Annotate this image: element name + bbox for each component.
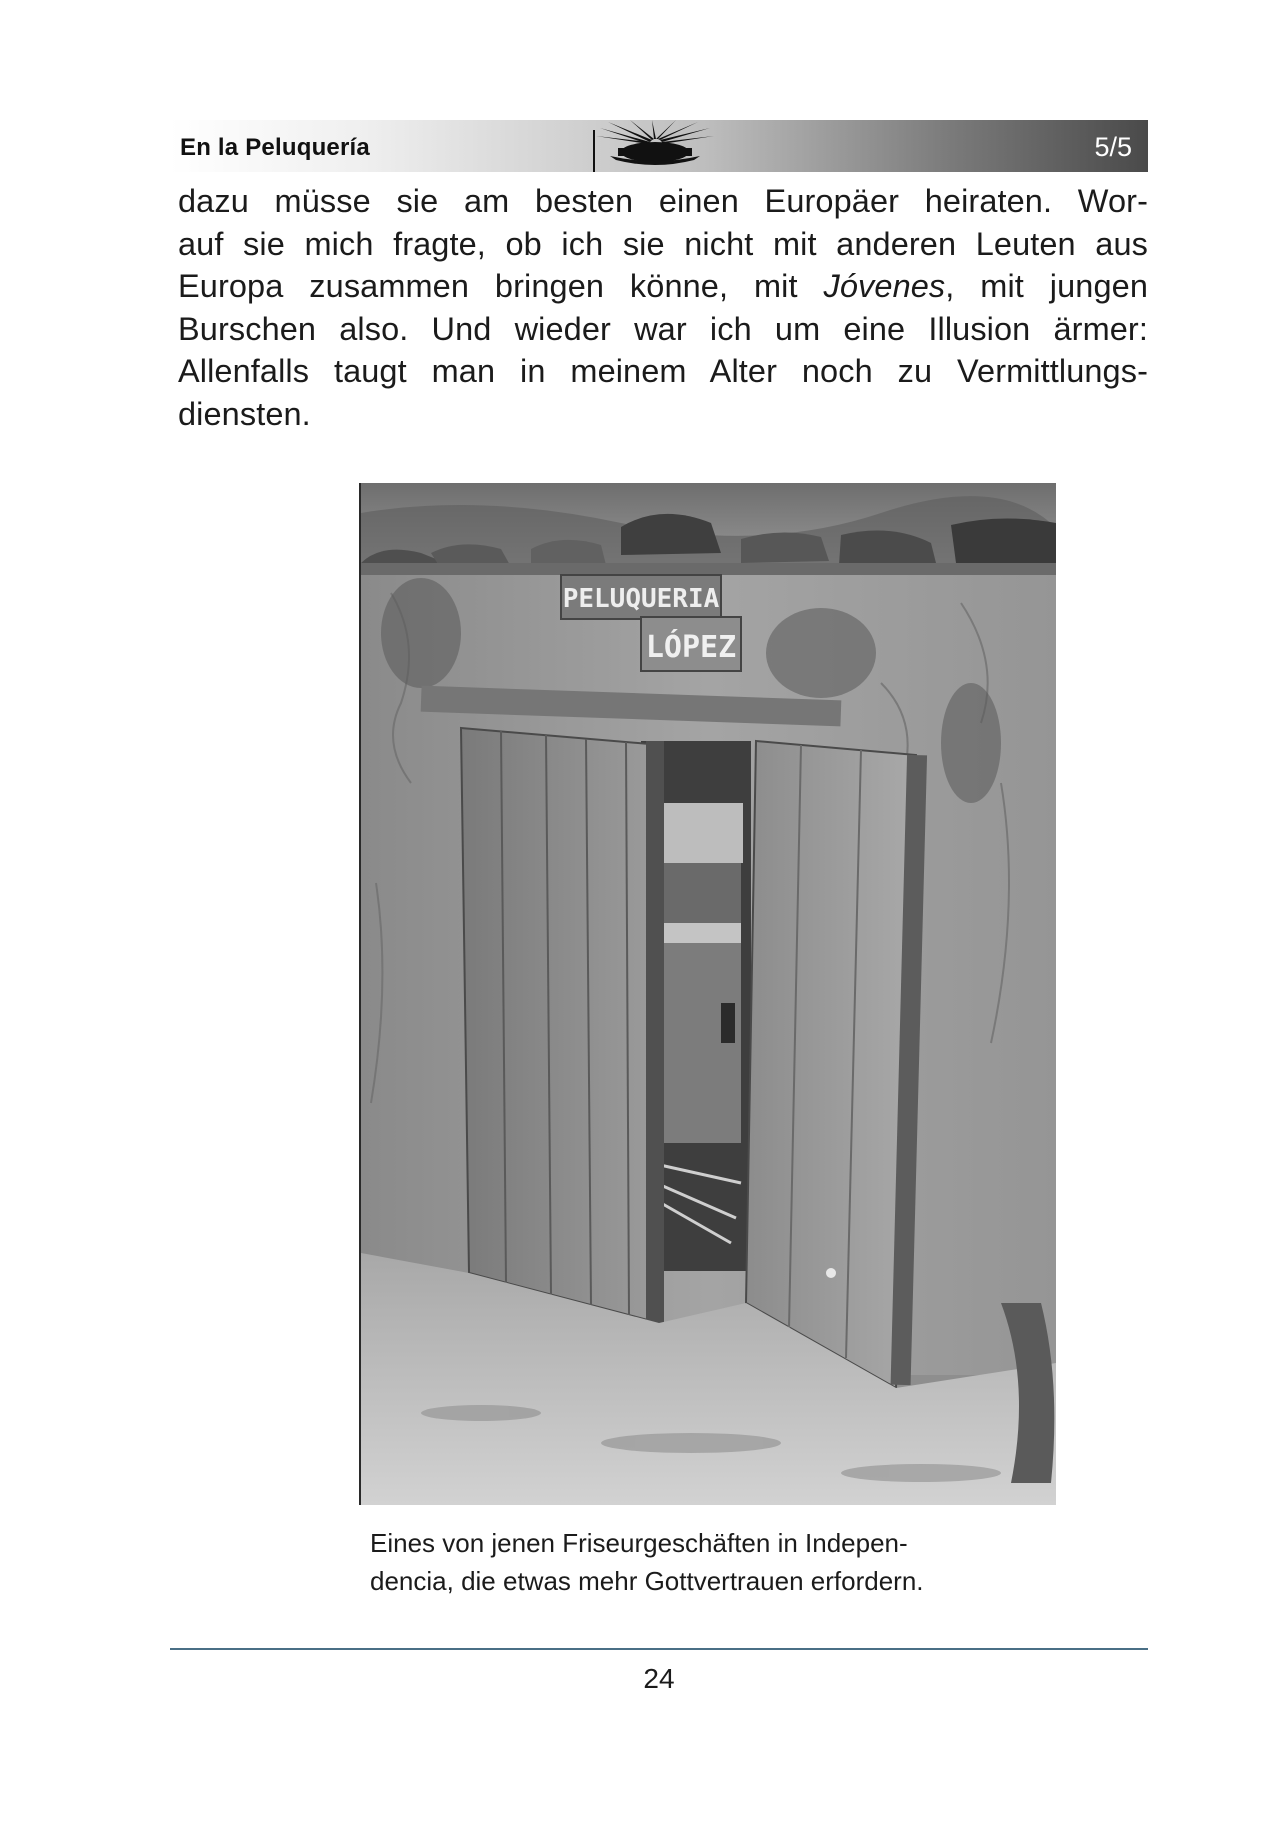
body-line-5: Allenfalls taugt man in meinem Alter noch zu Vermittlungs-: [178, 353, 1148, 389]
sign-text-lopez: LÓPEZ: [645, 630, 737, 665]
body-line-6: diensten.: [178, 395, 311, 432]
body-line-3: [178, 265, 1148, 308]
barbershop-door-photo: [359, 483, 1056, 1505]
body-line-3-after: , mit jungen: [945, 268, 1148, 304]
photo-caption: [370, 1524, 1060, 1600]
body-line-1: dazu müsse sie am besten einen Europäer heiraten. Wor-: [178, 183, 1148, 219]
sunrise-logo-icon: [590, 120, 720, 172]
body-paragraph: [178, 180, 1148, 435]
body-line-3-before: Europa zusammen bringen könne, mit: [178, 268, 824, 304]
page-number: 24: [643, 1663, 675, 1694]
running-header: [170, 120, 1148, 172]
footer-rule: [170, 1648, 1148, 1650]
italic-term: Jóvenes: [823, 268, 946, 304]
body-line-2: auf sie mich fragte, ob ich sie nicht mit anderen Leuten aus: [178, 225, 1148, 262]
caption-line-2: dencia, die etwas mehr Gottvertrauen erfordern.: [370, 1566, 924, 1596]
header-page-indicator: 5/5: [1094, 132, 1132, 162]
body-line-4: Burschen also. Und wieder war ich um eine Illusion ärmer:: [178, 310, 1148, 347]
sign-text-peluqueria: PELUQUERIA: [562, 584, 720, 614]
header-title: En la Peluquería: [180, 134, 370, 161]
photo-illustration: [361, 483, 1056, 1505]
caption-line-1: Eines von jenen Friseurgeschäften in Indepen-: [370, 1528, 908, 1558]
